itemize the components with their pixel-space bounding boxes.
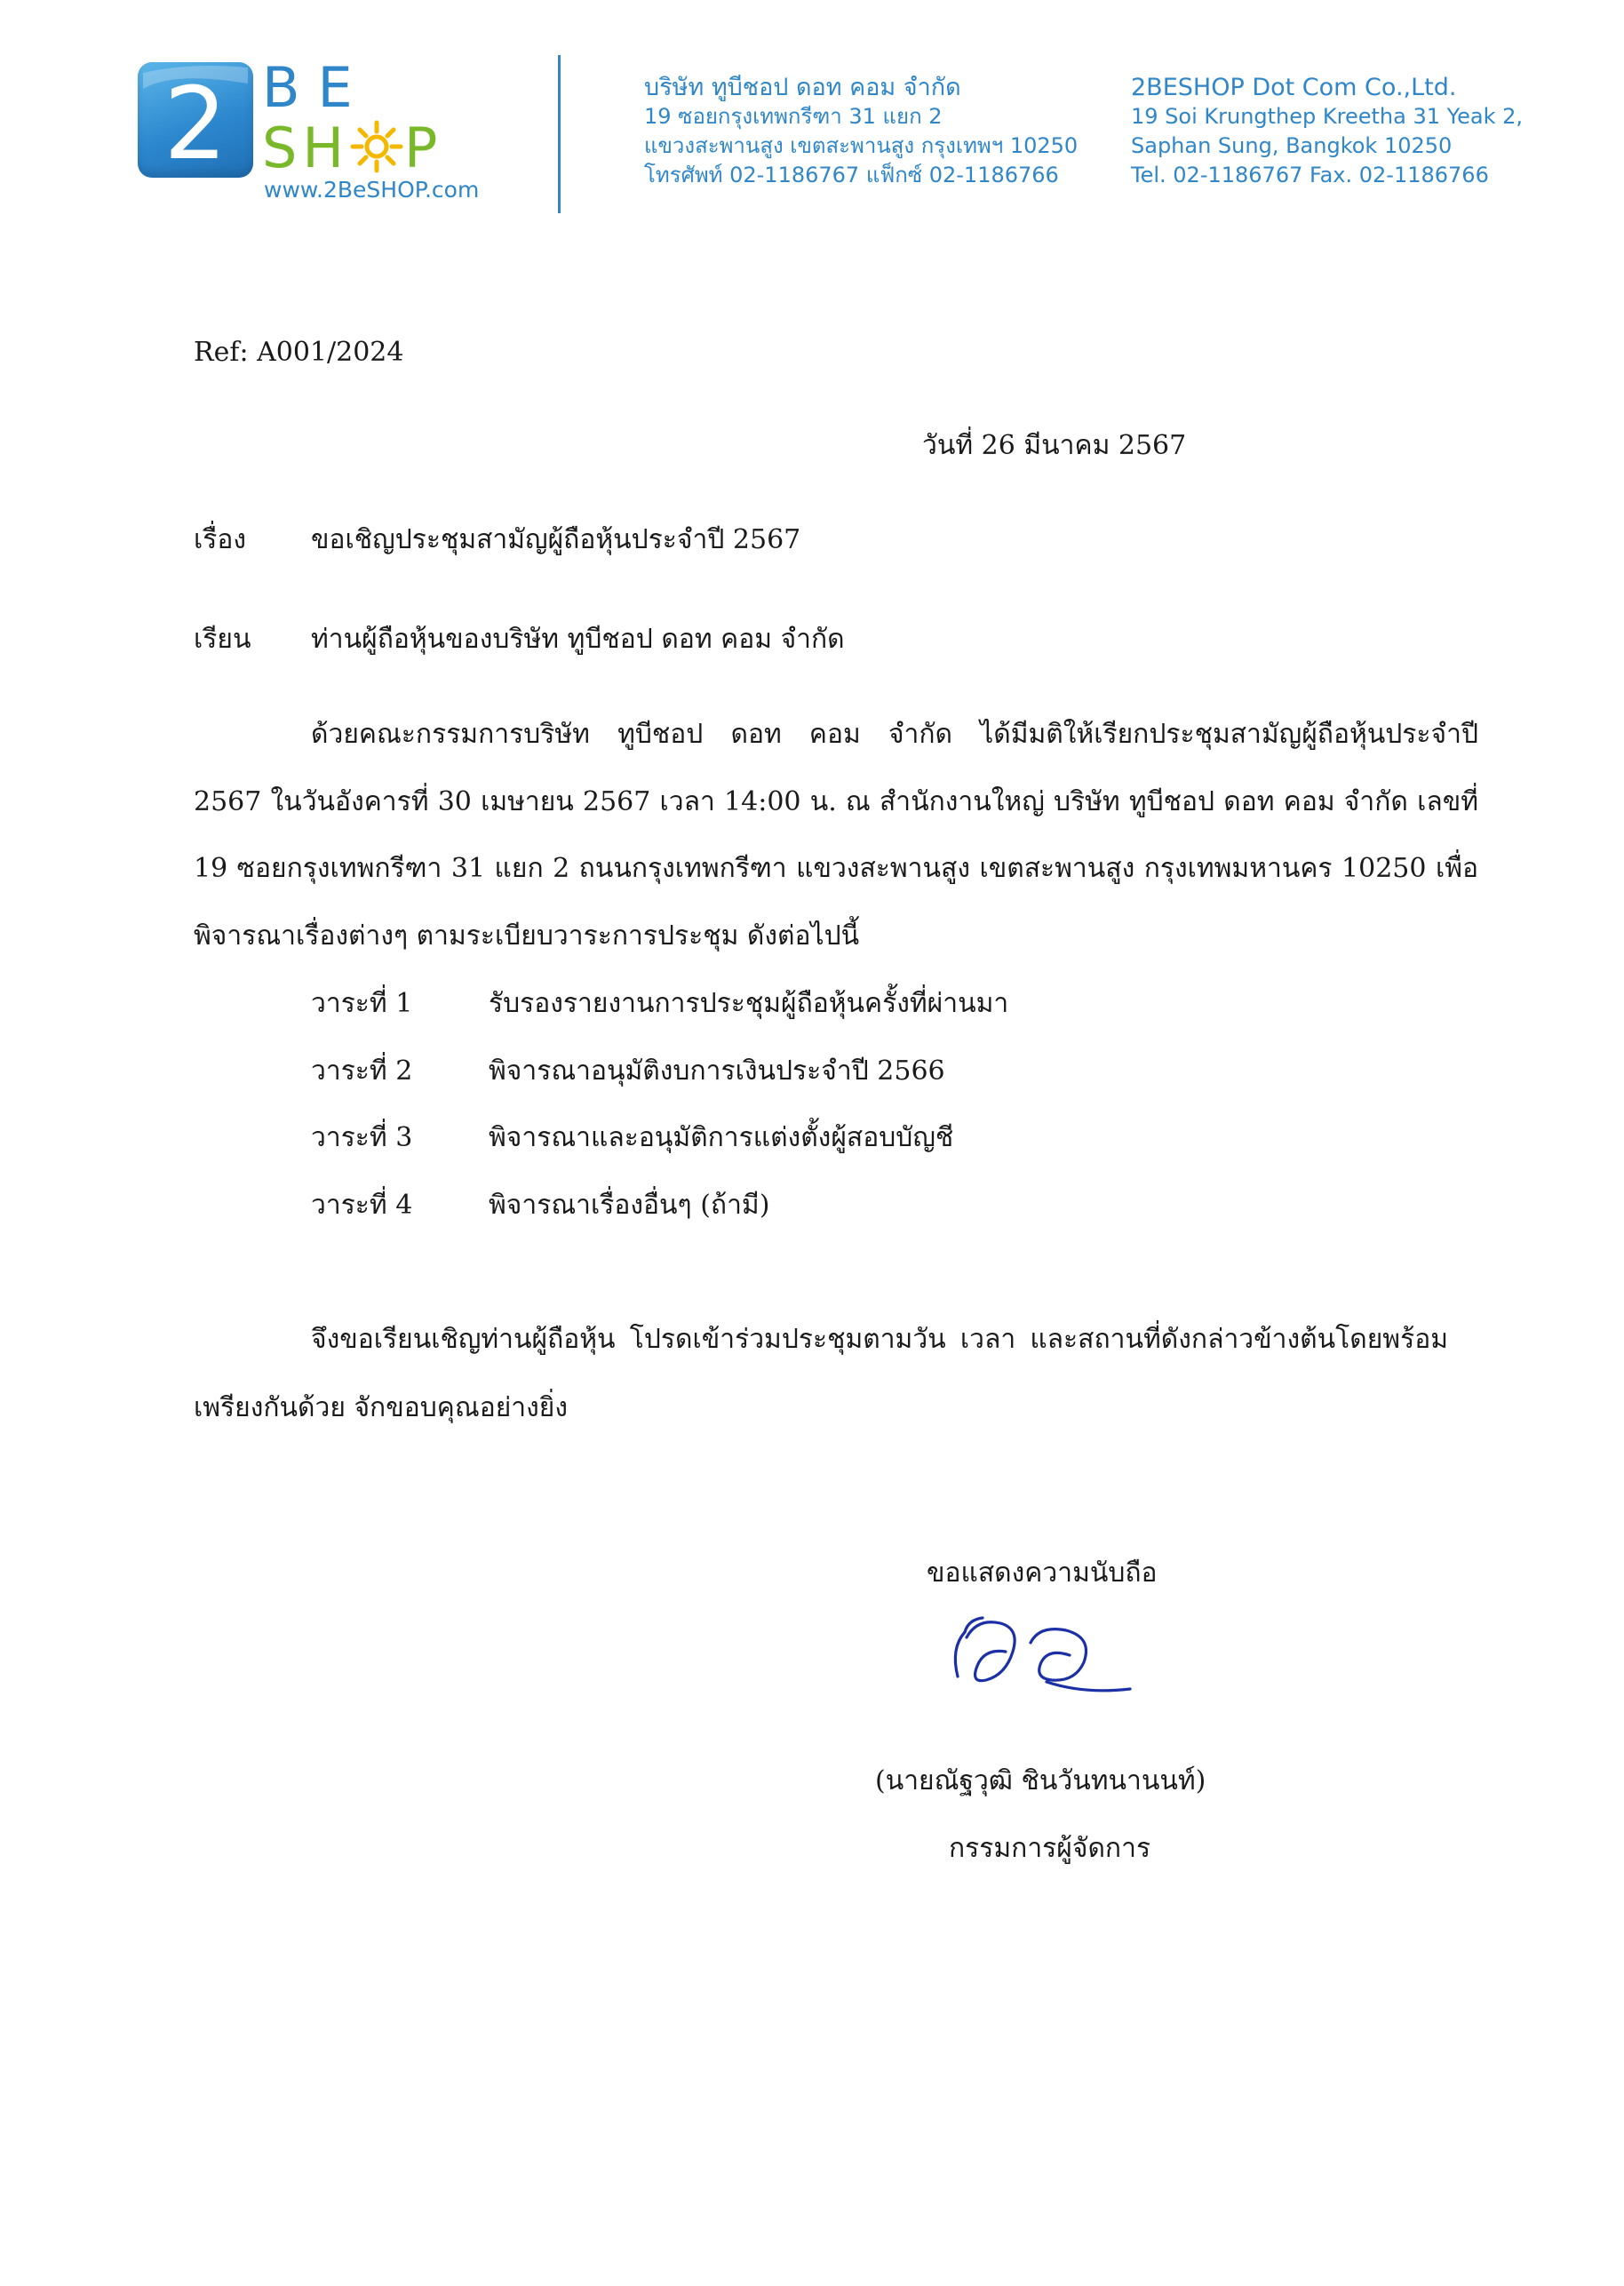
closing-text: ขอแสดงความนับถือ: [927, 1557, 1158, 1589]
thai-address-line: 19 ซอยกรุงเทพกรีฑา 31 แยก 2: [644, 104, 943, 129]
letter-date: วันที่ 26 มีนาคม 2567: [922, 430, 1187, 461]
company-logo-badge: [138, 62, 253, 178]
subject-text: ขอเชิญประชุมสามัญผู้ถือหุ้นประจำปี 2567: [311, 524, 801, 555]
subject-label: เรื่อง: [194, 524, 247, 555]
agenda-label: วาระที่ 1: [311, 988, 413, 1019]
logo-website: www.2BeSHOP.com: [264, 177, 480, 203]
signatory-name: (นายณัฐวุฒิ ชินวันทนานนท์): [875, 1765, 1206, 1796]
agenda-label: วาระที่ 2: [311, 1055, 413, 1087]
logo-numeral: 2: [163, 67, 227, 178]
logo-two-glyph-icon: [138, 62, 253, 178]
paragraph-line: 19 ซอยกรุงเทพกรีฑา 31 แยก 2 ถนนกรุงเทพกรีฑา แขวงสะพานสูง เขตสะพานสูง กรุงเทพมหานคร 10250 เพื่อ: [194, 853, 1478, 884]
paragraph-line: 2567 ในวันอังคารที่ 30 เมษายน 2567 เวลา 14:00 น. ณ สำนักงานใหญ่ บริษัท ทูบีชอป ดอท คอม จำกัด เลขที่: [194, 786, 1478, 817]
recipient-text: ท่านผู้ถือหุ้นของบริษัท ทูบีชอป ดอท คอม จำกัด: [311, 624, 845, 655]
english-company-name: 2BESHOP Dot Com Co.,Ltd.: [1131, 74, 1457, 101]
logo-sun-icon: [349, 119, 404, 174]
paragraph-line: พิจารณาเรื่องต่างๆ ตามระเบียบวาระการประชุม ดังต่อไปนี้: [194, 920, 860, 952]
english-address-line: 19 Soi Krungthep Kreetha 31 Yeak 2,: [1131, 104, 1523, 129]
logo-top-letters: BE: [262, 55, 370, 120]
agenda-item-text: พิจารณาและอนุมัติการแต่งตั้งผู้สอบบัญชี: [489, 1122, 954, 1153]
agenda-item-text: พิจารณาเรื่องอื่นๆ (ถ้ามี): [489, 1190, 770, 1221]
logo-bottom-letters: [262, 115, 442, 180]
english-phone-line: Tel. 02-1186767 Fax. 02-1186766: [1131, 163, 1489, 187]
reference-number: Ref: A001/2024: [194, 337, 404, 368]
signatory-title: กรรมการผู้จัดการ: [949, 1833, 1151, 1864]
english-address-line: Saphan Sung, Bangkok 10250: [1131, 133, 1453, 158]
thai-phone-line: โทรศัพท์ 02-1186767 แฟ็กซ์ 02-1186766: [644, 163, 1059, 187]
handwritten-signature: [942, 1613, 1137, 1710]
paragraph-line: จึงขอเรียนเชิญท่านผู้ถือหุ้น โปรดเข้าร่วมประชุมตามวัน เวลา และสถานที่ดังกล่าวข้างต้นโดยพร้อม: [311, 1324, 1448, 1355]
paragraph-line: เพรียงกันด้วย จักขอบคุณอย่างยิ่ง: [194, 1392, 569, 1423]
thai-company-name: บริษัท ทูบีชอป ดอท คอม จำกัด: [644, 74, 961, 101]
thai-address-block: [644, 73, 1078, 190]
logo-bottom-letters-start: SH: [262, 115, 349, 180]
agenda-item-text: รับรองรายงานการประชุมผู้ถือหุ้นครั้งที่ผ่านมา: [489, 988, 1009, 1019]
agenda-label: วาระที่ 3: [311, 1122, 413, 1153]
agenda-item-text: พิจารณาอนุมัติงบการเงินประจำปี 2566: [489, 1055, 945, 1087]
paragraph-line: ด้วยคณะกรรมการบริษัท ทูบีชอป ดอท คอม จำกัด ได้มีมติให้เรียกประชุมสามัญผู้ถือหุ้นประจำปี: [311, 719, 1478, 750]
header-divider: [558, 55, 561, 213]
english-address-block: [1131, 73, 1523, 190]
letterhead: [0, 0, 1624, 231]
recipient-label: เรียน: [194, 624, 251, 655]
logo-bottom-letters-end: P: [403, 115, 443, 180]
thai-address-line: แขวงสะพานสูง เขตสะพานสูง กรุงเทพฯ 10250: [644, 133, 1079, 158]
agenda-label: วาระที่ 4: [311, 1190, 413, 1221]
